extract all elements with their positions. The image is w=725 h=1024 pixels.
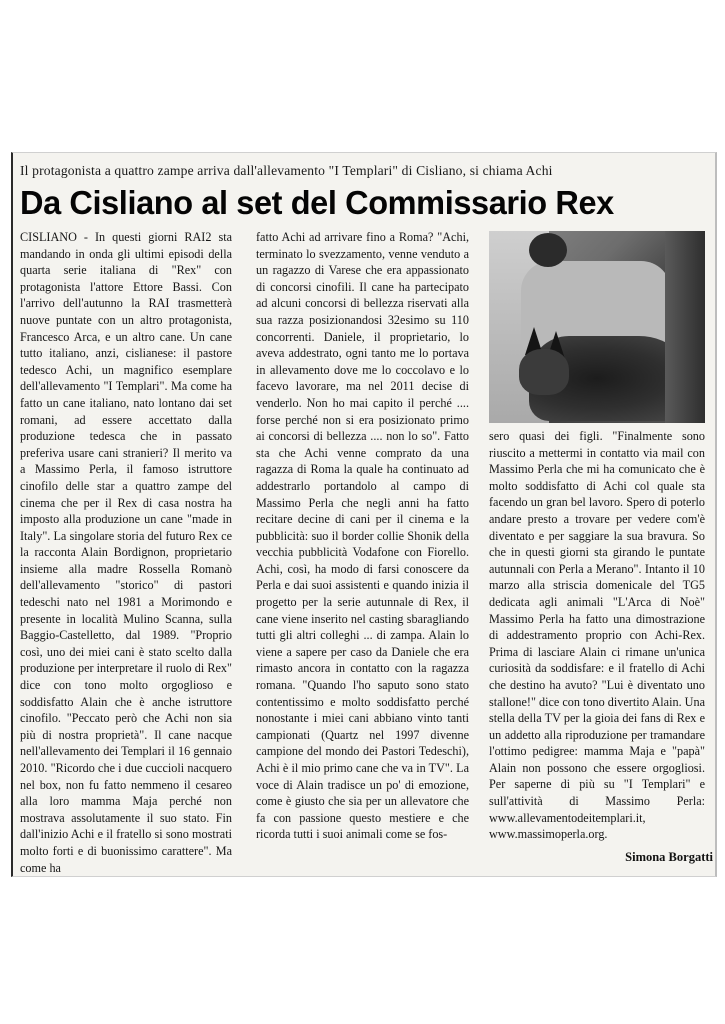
article-column-2: [256, 229, 469, 869]
article-headline: Da Cisliano al set del Commissario Rex: [20, 184, 614, 221]
column-2-text: fatto Achi ad arrivare fino a Roma? "Achi, terminato lo svezzamento, venne venduto a un ragazzo di Varese che era appassionato di concorsi cinofili. Il cane ha partecipato ad alcuni concorsi di bellezza riservati alla sua razza posizionandosi 32esimo su 110 concorrenti. Daniele, il proprietario, lo aveva addestrato, ogni tanto me lo portava in allevamento dove me lo coccolavo e lo facevo lavorare, ma nel 2011 decise di venderlo. Non ho mai capito il perché .... forse perché non si era posizionato primo ai concorsi di bellezza .... non lo so". Fatto sta che Achi venne comprato da una ragazza di Roma la quale ha continuato ad addestrarlo portandolo al campo di Massimo Perla che negli anni ha fatto recitare decine di cani per il cinema e la pubblicità: suo il border collie Shonik della vecchia pubblicità Vodafone con Fiorello. Achi, così, ha modo di farsi conoscere da Perla e dai suoi assistenti e quando inizia il progetto per la serie autunnale di Rex, il cane viene inserito nel casting sbaragliando tutti gli altri colleghi ... di zampa. Alain lo viene a sapere per caso da Daniele che era rimasto ancora in contatto con la ragazza romana. "Quando l'ho saputo sono stato contentissimo e molto soddisfatto perché nonostante i miei cani abbiano vinto tanti campionati (Quartz nel 1997 divenne campione del mondo dei Pastori Tedeschi), Achi è il mio primo cane che va in TV". La voce di Alain tradisce un po' di emozione, come è giusto che sia per un allevatore che fa con passione questo mestiere e che ricorda tutti i suoi animali come se fos-: [256, 230, 469, 842]
article-column-1: [20, 229, 232, 875]
column-1-text: CISLIANO - In questi giorni RAI2 sta mandando in onda gli ultimi episodi della quarta serie italiana di "Rex" con protagonista l'attore Ettore Bassi. Con l'arrivo dell'autunno la RAI trasmetterà nuove puntate con un altro protagonista, Francesco Arca, e un altro cane. Un cane tutto italiano, anzi, cislianese: il pastore tedesco Achi, un magnifico esemplare dell'allevamento "I Templari". Ma come ha fatto un cane italiano, nato lontano dai set romani, ad essere accettato dalla produzione tedesca che in passato preferiva usare cani stranieri? Il merito va a Massimo Perla, il famoso istruttore cinofilo delle star a quattro zampe del cinema che per il Rex di casa nostra ha imposto alla produzione un cane "made in Italy". La singolare storia del futuro Rex ce la racconta Alain Bordignon, proprietario insieme alla madre Rossella Romanò dell'allevamento "storico" di pastori tedeschi nato nel 1981 a Morimondo e presente in località Mulino Scanna, sulla Baggio-Castelletto, dal 1989. "Proprio così, uno dei miei cani è stato scelto dalla produzione per interpretare il ruolo di Rex" dice con tono molto orgoglioso e soddisfatto Alain che è anche istruttore cinofilo. "Peccato però che Achi non sia più di nostra proprietà". Il cane nacque nell'allevamento dei Templari il 16 gennaio 2010. "Ricordo che i due cuccioli nacquero nel box, non fu fatto nemmeno il cesareo alla loro mamma Maja perché non mostrava assolutamente il suo stato. Fin dall'inizio Achi e il fratello si sono mostrati molto forti e di buonissimo carattere". Ma come ha: [20, 230, 232, 875]
newspaper-clipping: [11, 152, 717, 877]
article-column-3: [489, 428, 705, 842]
man-with-german-shepherd-photo: [489, 231, 705, 423]
column-3-text: sero quasi dei figli. "Finalmente sono riuscito a mettermi in contatto via mail con Massimo Perla che mi ha comunicato che è molto soddisfatto di Achi col quale sta facendo un gran bel lavoro. Spero di poterlo andare presto a trovare per vedere com'è diventato e per saggiare la sua bravura. So che in questi giorni sta girando le puntate autunnali con Perla a Merano". Intanto il 10 marzo alla striscia domenicale del TG5 dedicata agli animali "L'Arca di Noè" Massimo Perla ha fatto una dimostrazione di addestramento proprio con Achi-Rex. Prima di lasciare Alain ci rimane un'unica curiosità da soddisfare: e il fratello di Achi che destino ha avuto? "Lui è diventato uno stallone!" dice con tono divertito Alain. Una stella della TV per la gioia dei fans di Rex e un addetto alla riproduzione per tramandare l'ottimo pedigree: mamma Maja e "papà" Alain non possono che essere orgogliosi. Per saperne di più su "I Templari" e sull'attività di Massimo Perla: www.allevamentodeitemplari.it, www.massimoperla.org.: [489, 429, 705, 842]
article-kicker: Il protagonista a quattro zampe arriva dall'allevamento "I Templari" di Cisliano, si chiama Achi: [20, 163, 553, 178]
author-signature: Simona Borgatti: [625, 850, 713, 864]
